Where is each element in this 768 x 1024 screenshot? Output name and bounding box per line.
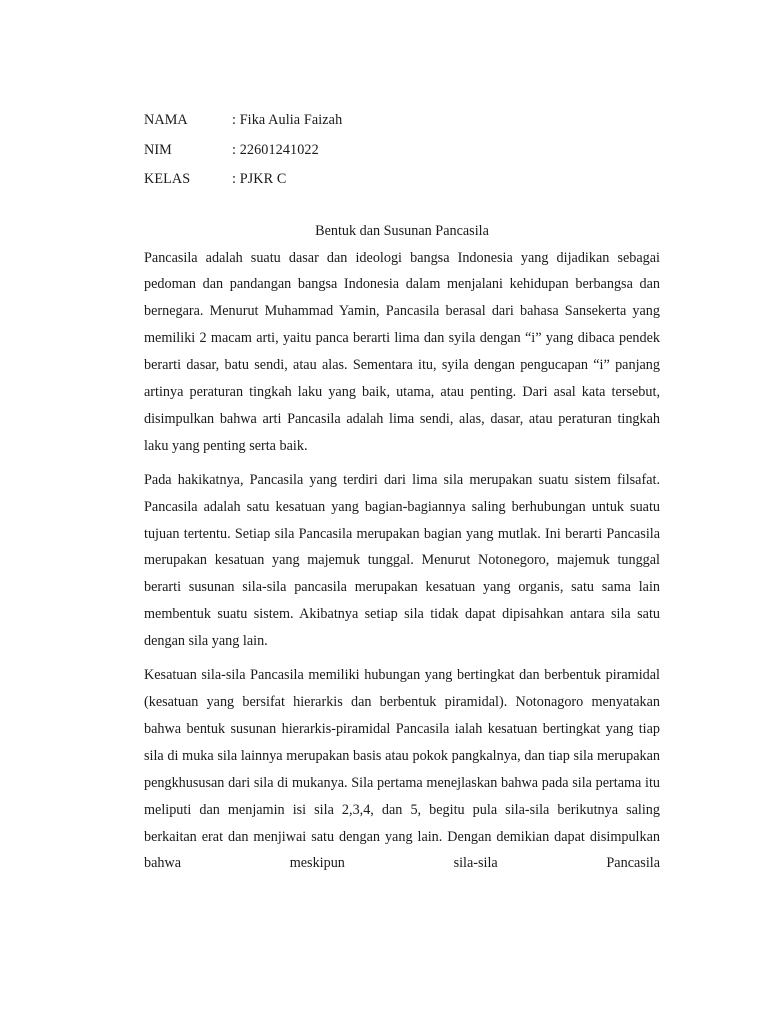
identity-value: : 22601241022	[232, 141, 319, 158]
identity-row-nim	[144, 138, 660, 168]
identity-row-kelas	[144, 167, 660, 197]
identity-value: : Fika Aulia Faizah	[232, 112, 343, 128]
identity-label: NAMA	[144, 112, 188, 128]
identity-label: KELAS	[144, 171, 191, 187]
document-title: Bentuk dan Susunan Pancasila	[315, 222, 489, 239]
paragraph: Pada hakikatnya, Pancasila yang terdiri dari lima sila merupakan suatu sistem filsafat. Pancasila adalah satu kesatuan yang bagian-bagiannya saling berhubungan untuk suatu tujuan tertentu. Setiap sila Pancasila merupakan bagian yang mutlak. Ini berarti Pancasila merupakan kesatuan yang majemuk tunggal. Menurut Notonegoro, majemuk tunggal berarti susunan sila-sila pancasila merupakan kesatuan yang organis, satu sama lain membentuk suatu sistem. Akibatnya setiap sila tidak dapat dipisahkan antara sila satu dengan sila yang lain.	[144, 471, 660, 650]
paragraph: Pancasila adalah suatu dasar dan ideologi bangsa Indonesia yang dijadikan sebagai pedoman dan pandangan bangsa Indonesia dalam menjalani kehidupan berbangsa dan bernegara. Menurut Muhammad Yamin, Pancasila berasal dari bahasa Sansekerta yang memiliki 2 macam arti, yaitu panca berarti lima dan syila dengan “i” yang dibaca pendek berarti dasar, batu sendi, atau alas. Sementara itu, syila dengan pengucapan “i” panjang artinya peraturan tingkah laku yang baik, utama, atau penting. Dari asal kata tersebut, disimpulkan bahwa arti Pancasila adalah lima sendi, alas, dasar, atau peraturan tingkah laku yang penting serta baik.	[144, 249, 660, 454]
identity-value: : PJKR C	[232, 171, 287, 187]
identity-label: NIM	[144, 141, 172, 158]
document-body	[144, 108, 660, 877]
paragraph: Kesatuan sila-sila Pancasila memiliki hubungan yang bertingkat dan berbentuk piramidal (kesatuan yang bersifat hierarkis dan berbentuk piramidal). Notonagoro menyatakan bahwa bentuk susunan hierarkis-piramidal Pancasila ialah kesatuan bertingkat yang tiap sila di muka sila lainnya merupakan basis atau pokok pangkalnya, dan tiap sila merupakan pengkhususan dari sila di mukanya. Sila pertama menejlaskan bahwa pada sila pertama itu meliputi dan menjamin isi sila 2,3,4, dan 5, begitu pula sila-sila berikutnya saling berkaitan erat dan menjiwai satu dengan yang lain. Dengan demikian dapat disimpulkan bahwa meskipun sila-sila Pancasila	[144, 667, 660, 872]
identity-row-name	[144, 108, 660, 138]
